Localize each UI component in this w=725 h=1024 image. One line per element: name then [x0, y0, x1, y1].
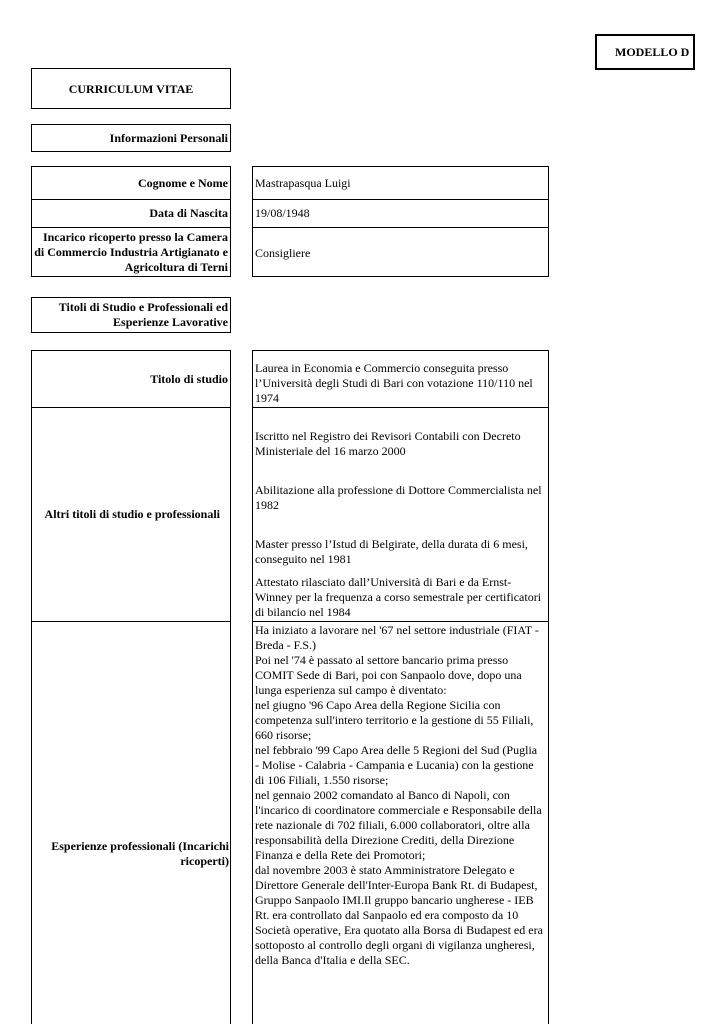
education-heading: Titoli di Studio e Professionali ed Esperienze Lavorative — [58, 300, 228, 329]
personal-heading-box — [31, 124, 231, 152]
cv-title-box — [31, 68, 231, 109]
experience-line: dal novembre 2003 è stato Amministratore Delegato e Direttore Generale dell'Inter-Europa Bank Rt. di Budapest, Gruppo Sanpaolo IMI.Il gruppo bancario ungherese - IEB Rt. era controllato dal Sanpaolo ed era composto da 10 Società operative, Era quotato alla Borsa di Budapest ed era sottoposto al controllo degli organi di vigilanza ungheresi, della Banca d'Italia e della SEC. — [255, 863, 543, 967]
experience-label-cell — [31, 621, 231, 1024]
model-label: MODELLO D — [615, 45, 690, 59]
other-label: Altri titoli di studio e professionali — [44, 507, 220, 521]
degree-label-cell — [31, 350, 231, 408]
personal-heading: Informazioni Personali — [109, 131, 228, 145]
degree-value: Laurea in Economia e Commercio conseguita presso l’Università degli Studi di Bari con votazione 110/110 nel 1974 — [255, 361, 533, 405]
experience-text — [255, 623, 544, 968]
role-label-cell — [31, 227, 231, 277]
role-label: Incarico ricoperto presso la Camera di Commercio Industria Artigianato e Agricoltura di Terni — [34, 230, 228, 274]
experience-line: nel gennaio 2002 comandato al Banco di Napoli, con l'incarico di coordinatore commerciale e Responsabile della rete nazionale di 702 filiali, 6.000 collaboratori, oltre alla responsabilità della Direzione Crediti, della Direzione Finanza e della Rete dei Promotori; — [255, 788, 542, 862]
model-label-box — [595, 34, 695, 70]
birth-value: 19/08/1948 — [255, 206, 310, 220]
surname-label-cell — [31, 166, 231, 200]
birth-value-cell — [252, 199, 549, 228]
other-value-cell — [252, 407, 549, 622]
experience-line: Poi nel '74 è passato al settore bancario prima presso COMIT Sede di Bari, poi con Sanpaolo dove, dopo una lunga esperienza sul campo è diventato: — [255, 653, 522, 697]
other-item: Iscritto nel Registro dei Revisori Contabili con Decreto Ministeriale del 16 marzo 2000 — [255, 429, 521, 458]
birth-label-cell — [31, 199, 231, 228]
other-item: Attestato rilasciato dall’Università di Bari e da Ernst-Winney per la frequenza a corso semestrale per certificatori di bilancio nel 1984 — [255, 575, 542, 619]
surname-value-cell — [252, 166, 549, 200]
birth-label: Data di Nascita — [149, 206, 228, 220]
other-item: Abilitazione alla professione di Dottore Commercialista nel 1982 — [255, 483, 542, 512]
degree-value-cell — [252, 350, 549, 408]
degree-label: Titolo di studio — [150, 372, 228, 386]
experience-label: Esperienze professionali (Incarichi ricoperti) — [51, 839, 229, 868]
experience-line: nel febbraio '99 Capo Area delle 5 Regioni del Sud (Puglia - Molise - Calabria - Campania e Lucania) con la gestione di 106 Filiali, 1.550 risorse; — [255, 743, 538, 787]
cv-title: CURRICULUM VITAE — [68, 82, 194, 96]
other-item: Master presso l’Istud di Belgirate, della durata di 6 mesi, conseguito nel 1981 — [255, 537, 528, 566]
role-value: Consigliere — [255, 246, 311, 260]
experience-line: Ha iniziato a lavorare nel '67 nel settore industriale (FIAT - Breda - F.S.) — [255, 623, 539, 652]
other-label-cell — [31, 407, 231, 622]
experience-value-cell — [252, 621, 549, 1024]
surname-value: Mastrapasqua Luigi — [255, 176, 351, 190]
role-value-cell — [252, 227, 549, 277]
surname-label: Cognome e Nome — [138, 176, 228, 190]
experience-line: nel giugno '96 Capo Area della Regione Sicilia con competenza sull'intero territorio e la gestione di 55 Filiali, 660 risorse; — [255, 698, 534, 742]
education-heading-box — [31, 297, 231, 333]
